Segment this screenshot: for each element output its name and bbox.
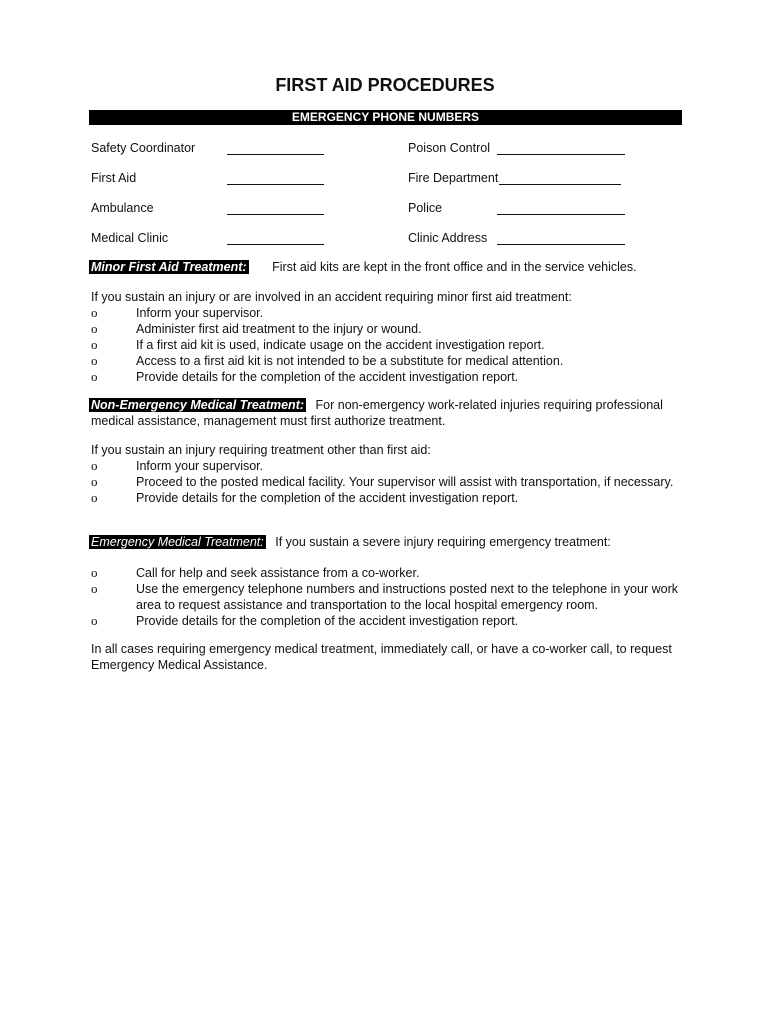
blank-line[interactable] bbox=[499, 184, 621, 185]
closing-paragraph: In all cases requiring emergency medical treatment, immediately call, or have a co-worker call, to request Emergency Medical Assistance. bbox=[91, 642, 672, 672]
bullet-icon: o bbox=[91, 490, 98, 505]
list-item-text: Provide details for the completion of the accident investigation report. bbox=[136, 491, 519, 505]
list-item-text: Access to a first aid kit is not intended to be a substitute for medical attention. bbox=[136, 354, 564, 368]
contact-row bbox=[0, 200, 770, 218]
bullet-icon: o bbox=[91, 581, 98, 596]
contact-label: First Aid bbox=[91, 171, 137, 185]
list-item bbox=[91, 613, 681, 629]
non-emergency-note-continued: medical assistance, management must first authorize treatment. bbox=[91, 414, 446, 428]
list-item bbox=[91, 458, 681, 474]
blank-line[interactable] bbox=[227, 244, 324, 245]
list-item-text: If a first aid kit is used, indicate usage on the accident investigation report. bbox=[136, 338, 545, 352]
bullet-icon: o bbox=[91, 337, 98, 352]
list-item bbox=[91, 321, 681, 337]
contact-label: Ambulance bbox=[91, 201, 154, 215]
contact-label: Safety Coordinator bbox=[91, 141, 196, 155]
list-item bbox=[91, 305, 681, 321]
bullet-icon: o bbox=[91, 458, 98, 473]
contact-label: Police bbox=[408, 201, 443, 215]
list-item-text: Inform your supervisor. bbox=[136, 459, 264, 473]
non-emergency-heading-row bbox=[89, 397, 663, 413]
list-item bbox=[91, 565, 681, 581]
blank-line[interactable] bbox=[227, 154, 324, 155]
list-item-text: Use the emergency telephone numbers and instructions posted next to the telephone in your work area to request assistance and transportation to the local hospital emergency room. bbox=[136, 582, 678, 612]
non-emergency-heading: Non-Emergency Medical Treatment: bbox=[91, 398, 305, 412]
emergency-note: If you sustain a severe injury requiring emergency treatment: bbox=[275, 535, 611, 549]
non-emergency-intro: If you sustain an injury requiring treatment other than first aid: bbox=[91, 443, 431, 457]
list-item bbox=[91, 337, 681, 353]
list-item-text: Inform your supervisor. bbox=[136, 306, 264, 320]
list-item bbox=[91, 369, 681, 385]
list-item-text: Call for help and seek assistance from a co-worker. bbox=[136, 566, 420, 580]
blank-line[interactable] bbox=[227, 214, 324, 215]
list-item-text: Administer first aid treatment to the injury or wound. bbox=[136, 322, 422, 336]
minor-treatment-heading-row bbox=[89, 259, 637, 275]
bullet-icon: o bbox=[91, 369, 98, 384]
contact-label: Clinic Address bbox=[408, 231, 488, 245]
contact-label: Poison Control bbox=[408, 141, 490, 155]
non-emergency-note: For non-emergency work-related injuries requiring professional bbox=[315, 398, 663, 412]
blank-line[interactable] bbox=[227, 184, 324, 185]
emergency-list bbox=[91, 565, 681, 629]
minor-treatment-heading: Minor First Aid Treatment: bbox=[91, 260, 247, 274]
contact-row bbox=[0, 170, 770, 188]
phone-numbers-header: EMERGENCY PHONE NUMBERS bbox=[89, 110, 682, 125]
minor-treatment-list bbox=[91, 305, 681, 385]
contact-label: Fire Department bbox=[408, 171, 499, 185]
minor-intro: If you sustain an injury or are involved in an accident requiring minor first aid treatment: bbox=[91, 290, 572, 304]
non-emergency-list bbox=[91, 458, 681, 506]
emergency-heading-row bbox=[89, 534, 611, 550]
bullet-icon: o bbox=[91, 474, 98, 489]
bullet-icon: o bbox=[91, 565, 98, 580]
list-item bbox=[91, 490, 681, 506]
blank-line[interactable] bbox=[497, 244, 625, 245]
list-item-text: Provide details for the completion of the accident investigation report. bbox=[136, 614, 519, 628]
emergency-heading: Emergency Medical Treatment: bbox=[91, 535, 264, 549]
phone-number-table bbox=[0, 0, 770, 260]
bullet-icon: o bbox=[91, 305, 98, 320]
list-item bbox=[91, 581, 681, 613]
list-item bbox=[91, 353, 681, 369]
page-title: FIRST AID PROCEDURES bbox=[275, 75, 495, 95]
bullet-icon: o bbox=[91, 321, 98, 336]
list-item bbox=[91, 474, 681, 490]
minor-treatment-note: First aid kits are kept in the front office and in the service vehicles. bbox=[272, 260, 637, 274]
contact-row bbox=[0, 140, 770, 158]
contact-label: Medical Clinic bbox=[91, 231, 169, 245]
contact-row bbox=[0, 230, 770, 248]
list-item-text: Provide details for the completion of the accident investigation report. bbox=[136, 370, 519, 384]
blank-line[interactable] bbox=[497, 154, 625, 155]
blank-line[interactable] bbox=[497, 214, 625, 215]
bullet-icon: o bbox=[91, 613, 98, 628]
bullet-icon: o bbox=[91, 353, 98, 368]
list-item-text: Proceed to the posted medical facility. Your supervisor will assist with transportation, if necessary. bbox=[136, 475, 674, 489]
